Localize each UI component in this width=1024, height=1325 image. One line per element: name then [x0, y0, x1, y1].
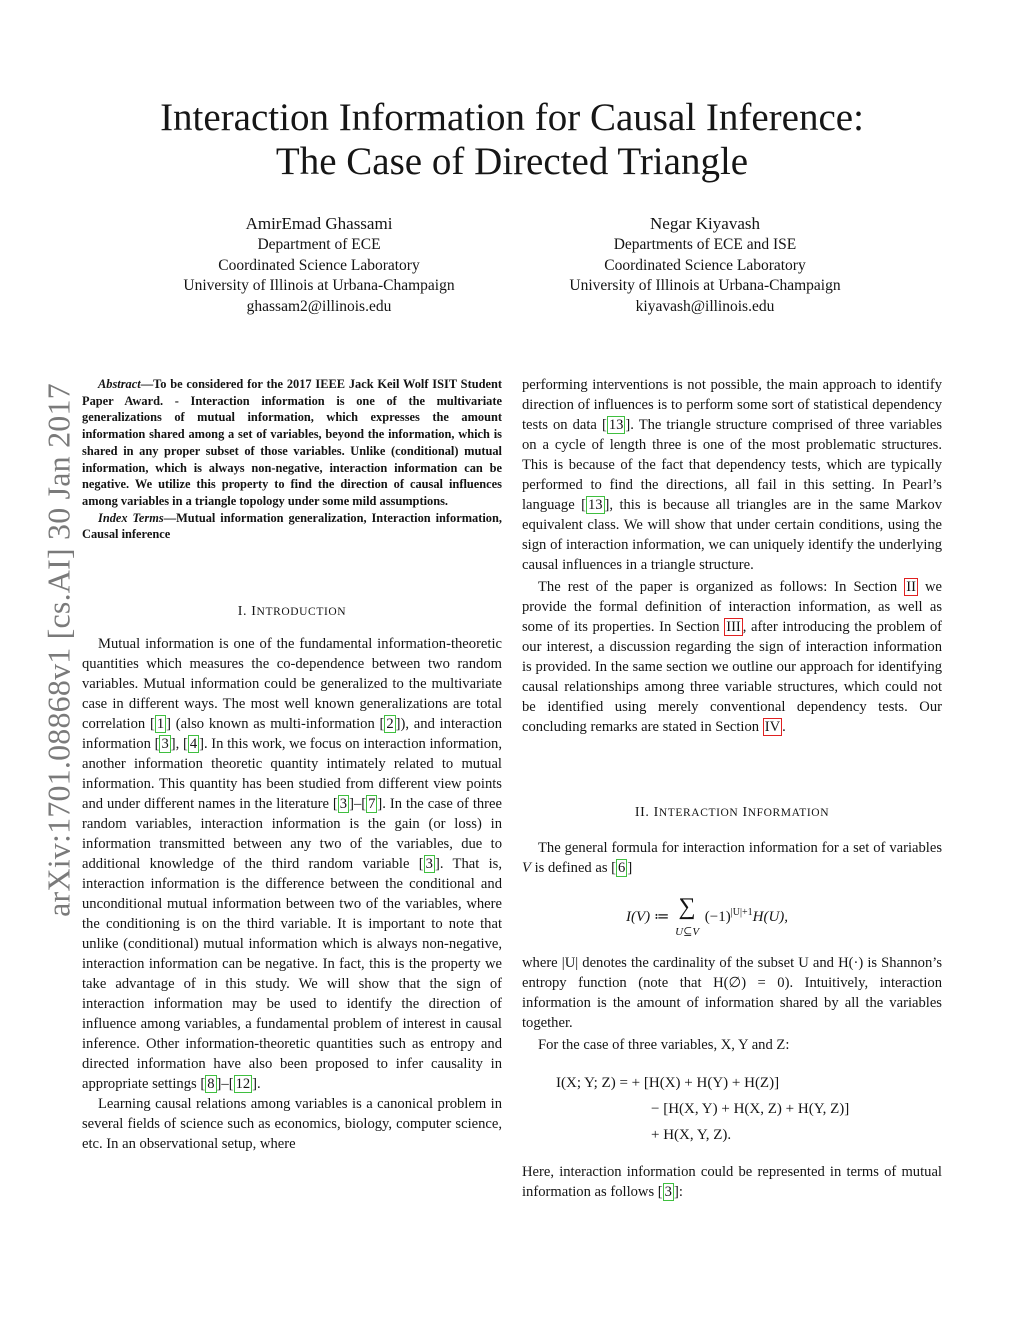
author-univ: University of Illinois at Urbana-Champaign	[183, 277, 455, 294]
author-name: AmirEmad Ghassami	[245, 214, 393, 233]
title-line-2: The Case of Directed Triangle	[275, 140, 749, 183]
abstract-label: Abstract	[98, 377, 141, 391]
section-2-heading: II. INTERACTION INFORMATION	[634, 805, 830, 820]
author-block-2	[515, 213, 895, 317]
intro-continued	[522, 375, 942, 737]
author-lab: Coordinated Science Laboratory	[218, 256, 420, 274]
author-univ: University of Illinois at Urbana-Champaign	[569, 277, 841, 294]
index-terms-label: Index Terms	[98, 510, 164, 525]
right-paragraph-1: performing interventions is not possible, the main approach to identify direction of influences is to perform some sort of statistical dependency tests on data [ 13 ]. The triangle structure comprised of three variables on a cycle of length three is one of the most problematic structures. This is because of the fact that dependency tests, which are typically performed to find the directions, all fail in this setting. In Pearl’s language [ 13 ], this is because all triangles are in the same Markov equivalent class. We will show that under certain conditions, using the sign of interaction information, we can uniquely identify the underlying causal influences in a triangle structure.	[522, 377, 943, 573]
author-dept: Department of ECE	[257, 236, 381, 253]
paper-title	[112, 96, 912, 184]
abstract-text: —To be considered for the 2017 IEEE Jack Keil Wolf ISIT Student Paper Award. - Interaction information is one of the multivariate generalizations of mutual information, which expresses the amount information shared among a set of variables, beyond the information, which is shared in any proper subset of those variables. Unlike (conditional) mutual information, which is always non-negative, interaction information can be negative. We utilize this property to find the direction of causal influences among variables in a triangle topology under some mild assumptions.	[82, 377, 502, 508]
section-link-II[interactable]: II	[906, 579, 916, 595]
citation-6[interactable]: 6	[618, 860, 626, 876]
author-email[interactable]: kiyavash@illinois.edu	[635, 297, 775, 315]
intro-paragraph-2: Learning causal relations among variables is a canonical problem in several fields of science such as economics, biology, computer science, etc. In an observational setup, where	[82, 1096, 502, 1152]
citation-12[interactable]: 12	[235, 1076, 251, 1092]
section-1-heading: I. INTRODUCTION	[237, 604, 347, 619]
right-paragraph-2: The rest of the paper is organized as follows: In Section II we provide the formal definition of interaction information, as well as some of its properties. In Section III , after introducing the problem of our interest, a discussion regarding the sign of interaction information is provided. In the same section we outline our approach for identifying causal relationships among three variable structures, which could not be identified using merely conventional dependency tests. Our concluding remarks are stated in Section IV .	[522, 579, 942, 735]
equation-2-line-2: − [H(X, Y) + H(X, Z) + H(Y, Z)]	[651, 1101, 850, 1117]
citation-3[interactable]: 3	[664, 1184, 672, 1200]
arxiv-identifier: arXiv:1701.08868v1 [cs.AI] 30 Jan 2017	[40, 383, 77, 917]
section-link-IV[interactable]: IV	[764, 719, 781, 735]
intro-text	[82, 634, 502, 1154]
citation-2[interactable]: 2	[386, 716, 394, 732]
author-dept: Departments of ECE and ISE	[613, 236, 797, 253]
section-link-III[interactable]: III	[726, 619, 741, 635]
equation-1: I(V) ≔ ∑ U⊆V $(-1)^{|U|+1}H(U)$,	[626, 894, 789, 938]
citation-13[interactable]: 13	[608, 417, 624, 433]
citation-3[interactable]: 3	[339, 796, 348, 812]
equation-2-line-3: + H(X, Y, Z).	[651, 1127, 732, 1143]
section-2-paragraph-2: where |U| denotes the cardinality of the subset U and H(·) is Shannon’s entropy function (note that H(∅) = 0). Intuitively, interaction information is the amount of information shared by all the variables together. For the case of three variables, X, Y and Z:	[522, 955, 942, 1053]
citation-13[interactable]: 13	[587, 497, 603, 513]
equation-2-line-1: I(X; Y; Z) = + [H(X) + H(Y) + H(Z)]	[556, 1075, 780, 1091]
citation-1[interactable]: 1	[156, 716, 165, 732]
abstract-paragraph	[82, 376, 502, 510]
citation-8[interactable]: 8	[207, 1076, 215, 1092]
author-lab: Coordinated Science Laboratory	[604, 256, 806, 274]
citation-3[interactable]: 3	[161, 736, 169, 752]
author-name: Negar Kiyavash	[650, 214, 760, 233]
author-email[interactable]: ghassam2@illinois.edu	[246, 297, 392, 315]
citation-4[interactable]: 4	[189, 736, 198, 752]
section-2-paragraph-3: Here, interaction information could be represented in terms of mutual information as follows [ 3 ]:	[522, 1164, 942, 1200]
index-terms	[82, 510, 502, 543]
index-terms-text: —Mutual information generalization, Interaction information, Causal inference	[82, 510, 502, 542]
citation-3[interactable]: 3	[425, 856, 433, 872]
section-2-paragraph-1: The general formula for interaction information for a set of variables V is defined as [ 6 ]	[522, 840, 942, 876]
author-block-1	[129, 213, 509, 317]
intro-paragraph-1: Mutual information is one of the fundamental information-theoretic quantities which measures the co-dependence between two random variables. Mutual information could be generalized to the multivariate case in different ways. The most well known generalizations are total correlation [ 1 ] (also known as multi-information [ 2 ]), and interaction information [ 3 ], [ 4 ]. In this work, we focus on interaction information, another information theoretic quantity intimately related to mutual information. This quantity has been studied from different view points and under different names in the literature [ 3 ]–[ 7 ]. In the case of three random variables, interaction information is the gain (or loss) in information transmitted between any two of the variables, due to additional knowledge of the third random variable [ 3 ]. That is, interaction information is the difference between the conditional and unconditional mutual information between two of the variables, where the conditioning is on the third variable. It is important to note that unlike (conditional) mutual information which is always non-negative, interaction information can be negative. In fact, this is the property we take advantage of in this study. We will show that the sign of interaction information may be used to identify the direction of influence among variables, a fundamental problem of interest in causal inference. Other information-theoretic quantities such as entropy and directed information have also been proposed to infer causality in appropriate settings [ 8 ]–[ 12 ].	[82, 636, 503, 1092]
title-line-1: Interaction Information for Causal Inference:	[160, 96, 864, 139]
abstract	[82, 376, 502, 543]
citation-7[interactable]: 7	[368, 796, 376, 812]
